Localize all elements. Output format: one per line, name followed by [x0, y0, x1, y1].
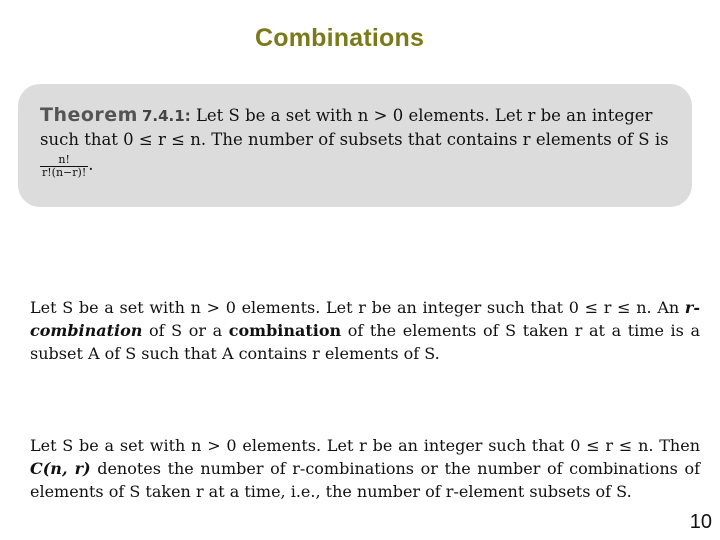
- def1-term-r-combination: r-combination: [30, 298, 700, 340]
- def2-text-a: Let S be a set with n > 0 elements. Let r be an integer such that 0 ≤ r ≤ n. Then: [30, 436, 700, 455]
- theorem-formula: [40, 154, 88, 179]
- def1-term-combination: combination: [228, 321, 342, 340]
- theorem-text: [40, 103, 680, 179]
- definition-c-n-r: [30, 434, 700, 503]
- theorem-box: [18, 84, 692, 207]
- page-number: 10: [689, 511, 712, 533]
- theorem-statement: Let S be a set with n > 0 elements. Let r be an integer such that 0 ≤ r ≤ n. The number of subsets that contains r elements of S is: [40, 106, 669, 149]
- def1-text-a: Let S be a set with n > 0 elements. Let r be an integer such that 0 ≤ r ≤ n. An: [30, 298, 680, 317]
- def1-text-c: of the elements of S taken r at a time is a subset A of S such that A contains r elements of S.: [30, 321, 700, 363]
- def1-text-b: of S or a: [149, 321, 223, 340]
- formula-numerator: n!: [40, 154, 88, 167]
- theorem-end: .: [88, 155, 94, 174]
- theorem-number: 7.4.1:: [141, 107, 191, 125]
- theorem-label: Theorem: [40, 104, 138, 126]
- def2-term-c-n-r: C(n, r): [30, 459, 91, 478]
- definition-r-combination: [30, 296, 700, 365]
- def2-text-b: denotes the number of r-combinations or the number of combinations of elements of S taken r at a time, i.e., the number of r-element subsets of S.: [30, 459, 700, 501]
- formula-denominator: r!(n−r)!: [42, 166, 87, 179]
- page-title: Combinations: [255, 24, 425, 52]
